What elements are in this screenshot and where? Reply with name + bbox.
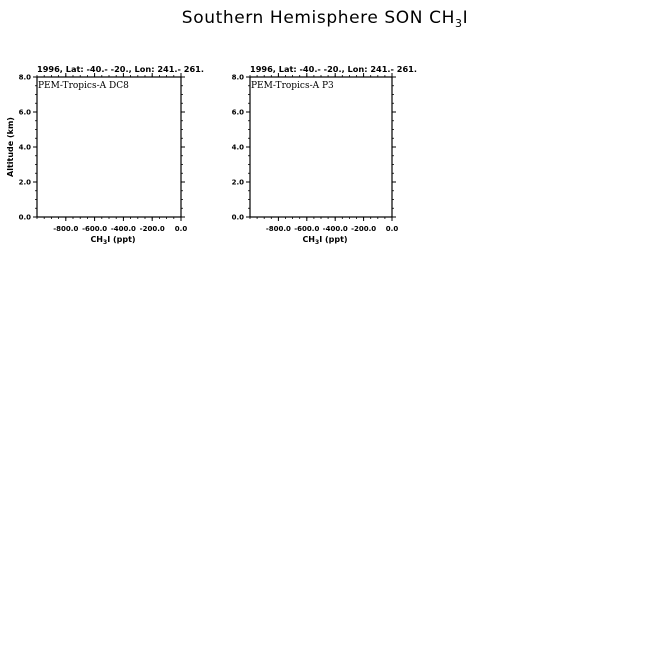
x-axis-label-subscript-1: 3: [103, 239, 108, 246]
y-tick-label: 4.0: [18, 143, 31, 152]
y-tick-label: 6.0: [18, 108, 31, 117]
x-tick-label: -200.0: [351, 225, 377, 233]
x-tick-label: -200.0: [139, 225, 165, 233]
panel-annotation-1: PEM-Tropics-A DC8: [38, 81, 129, 91]
figure-title-subscript: 3: [454, 17, 463, 30]
x-tick-label: -600.0: [82, 225, 108, 233]
y-axis-label-1: Altitude (km): [6, 117, 15, 177]
x-tick-label: -400.0: [110, 225, 136, 233]
x-axis-label-suffix-1: I (ppt): [107, 235, 136, 244]
x-tick-label: -600.0: [294, 225, 320, 233]
x-tick-label: -800.0: [265, 225, 291, 233]
plot-frame-2: [250, 77, 392, 217]
x-tick-label: -800.0: [53, 225, 79, 233]
y-tick-label: 0.0: [231, 213, 244, 222]
panel-header-1: 1996, Lat: -40.- -20., Lon: 241.- 261.: [37, 64, 204, 74]
figure-title: [182, 8, 468, 30]
chart-panels: [6, 64, 417, 246]
x-axis-label-1: [90, 235, 135, 246]
x-tick-label: 0.0: [174, 225, 188, 233]
chart-panel-1: [6, 64, 204, 246]
x-axis-label-subscript-2: 3: [315, 239, 320, 246]
y-tick-label: 4.0: [231, 143, 244, 152]
figure-title-main: Southern Hemisphere SON CH: [181, 8, 455, 28]
y-tick-label: 8.0: [231, 73, 244, 82]
x-axis-label-part-1: CH: [90, 235, 104, 244]
x-axis-label-suffix-2: I (ppt): [319, 235, 348, 244]
plot-frame-1: [37, 77, 181, 217]
y-tick-label: 2.0: [231, 178, 244, 187]
x-tick-label: 0.0: [385, 225, 399, 233]
x-axis-label-part-2: CH: [302, 235, 316, 244]
x-axis-label-2: [302, 235, 347, 246]
panel-annotation-2: PEM-Tropics-A P3: [251, 81, 334, 91]
panel-header-2: 1996, Lat: -40.- -20., Lon: 241.- 261.: [250, 64, 417, 74]
y-tick-label: 6.0: [231, 108, 244, 117]
y-tick-label: 2.0: [18, 178, 31, 187]
figure-title-suffix: I: [462, 8, 469, 28]
y-tick-label: 0.0: [18, 213, 31, 222]
x-tick-label: -400.0: [322, 225, 348, 233]
y-tick-label: 8.0: [18, 73, 31, 82]
chart-panel-2: [232, 64, 417, 246]
